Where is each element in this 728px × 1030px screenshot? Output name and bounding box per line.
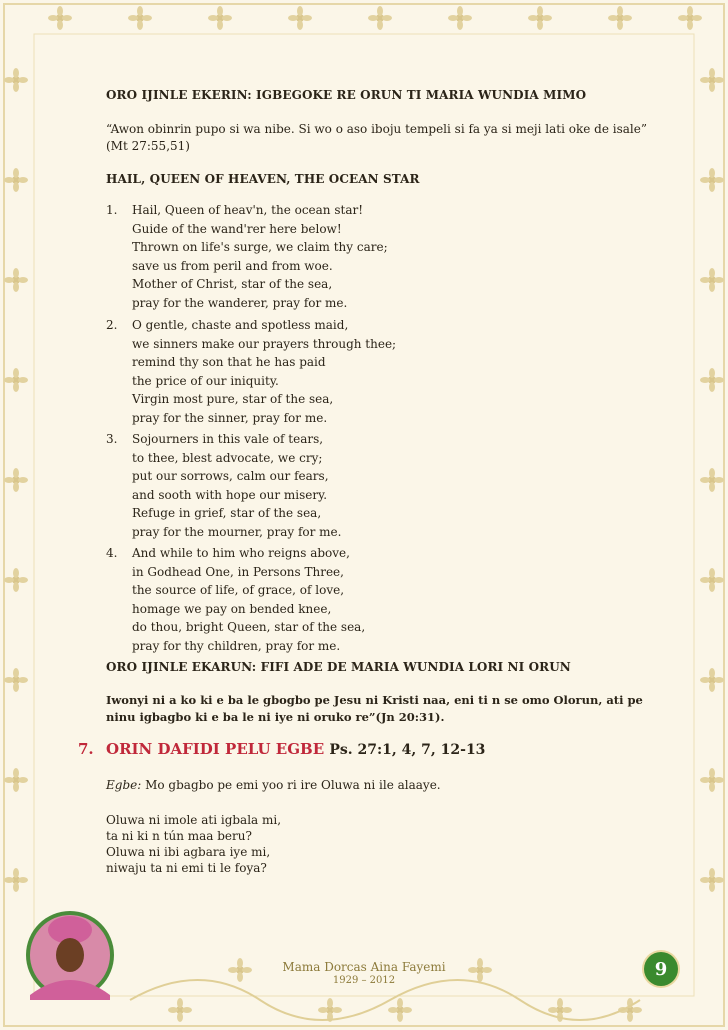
verse-line: in Godhead One, in Persons Three, (132, 564, 344, 579)
section-number: 7. (78, 740, 94, 758)
psalm-text (106, 812, 281, 876)
verse-line: we sinners make our prayers through thee; (132, 336, 397, 351)
verse-number: 2. (106, 318, 118, 332)
page-number: 9 (644, 952, 678, 986)
verse-line: Sojourners in this vale of tears, (132, 432, 324, 446)
verse-line: pray for thy children, pray for me. (132, 638, 341, 653)
verse-line: pray for the wanderer, pray for me. (132, 295, 348, 310)
flower-icon (48, 6, 702, 30)
scripture-quote: Iwonyi ni a ko ki e ba le gbogbo pe Jesu ni Kristi naa, eni ti n se omo Olorun, ati pe ninu igbagbo ki e ba le ni iye ni oruko re”(Jn 20:31). (106, 693, 643, 724)
verse-line: homage we pay on bended knee, (132, 601, 332, 616)
section-title: ORIN DAFIDI PELU EGBE (106, 740, 325, 758)
verse-line: Virgin most pure, star of the sea, (132, 392, 334, 406)
psalm-line: Oluwa ni ibi agbara iye mi, (106, 845, 271, 859)
verse-line: do thou, bright Queen, star of the sea, (132, 620, 366, 634)
verse-number: 1. (106, 203, 118, 217)
portrait-image (26, 911, 114, 1000)
psalm-reference: Ps. 27:1, 4, 7, 12-13 (329, 742, 486, 758)
verse-line: Mother of Christ, star of the sea, (132, 277, 333, 291)
verse-line: put our sorrows, calm our fears, (132, 469, 329, 483)
flower-icon (700, 68, 724, 892)
verse-line: and sooth with hope our misery. (132, 487, 328, 502)
psalm-line: niwaju ta ni emi ti le foya? (106, 861, 267, 875)
section-title-group (106, 740, 485, 758)
verse-line: the price of our iniquity. (132, 373, 279, 388)
verse-line: Thrown on life's surge, we claim thy care; (132, 240, 388, 254)
verse-line: And while to him who reigns above, (132, 546, 350, 560)
psalm-line: Oluwa ni imole ati igbala mi, (106, 813, 282, 827)
verse-line: pray for the mourner, pray for me. (132, 524, 342, 539)
verse-line: the source of life, of grace, of love, (132, 583, 345, 597)
psalm-line: ta ni ki n tún maa beru? (106, 829, 252, 843)
refrain-label: Egbe: (106, 778, 142, 792)
footer-years: 1929 – 2012 (332, 975, 396, 986)
section-7-heading (78, 740, 486, 758)
section-heading: ORO IJINLE EKERIN: IGBEGOKE RE ORUN TI MARIA WUNDIA MIMO (106, 88, 587, 102)
scripture-reference: (Mt 27:55,51) (106, 139, 190, 153)
refrain (106, 778, 441, 792)
verse-number: 3. (106, 432, 118, 446)
refrain-text: Mo gbagbo pe emi yoo ri ire Oluwa ni ile alaaye. (145, 778, 441, 792)
footer-name: Mama Dorcas Aina Fayemi (282, 960, 446, 974)
verse-line: to thee, blest advocate, we cry; (132, 450, 323, 465)
flower-icon (4, 68, 28, 892)
verse-line: save us from peril and from woe. (132, 258, 333, 273)
verse-number: 4. (106, 546, 118, 560)
verse-line: O gentle, chaste and spotless maid, (132, 318, 349, 332)
verse-line: pray for the sinner, pray for me. (132, 410, 328, 425)
verse-line: Refuge in grief, star of the sea, (132, 506, 322, 520)
verse-line: Hail, Queen of heav'n, the ocean star! (132, 203, 364, 217)
verse-line: remind thy son that he has paid (132, 355, 326, 369)
verse-line: Guide of the wand'rer here below! (132, 221, 342, 236)
hymn-title: HAIL, QUEEN OF HEAVEN, THE OCEAN STAR (106, 172, 420, 186)
section-heading: ORO IJINLE EKARUN: FIFI ADE DE MARIA WUNDIA LORI NI ORUN (106, 660, 571, 674)
scripture-quote: “Awon obinrin pupo si wa nibe. Si wo o aso iboju tempeli si fa ya si meji lati oke de isale” (106, 122, 647, 136)
